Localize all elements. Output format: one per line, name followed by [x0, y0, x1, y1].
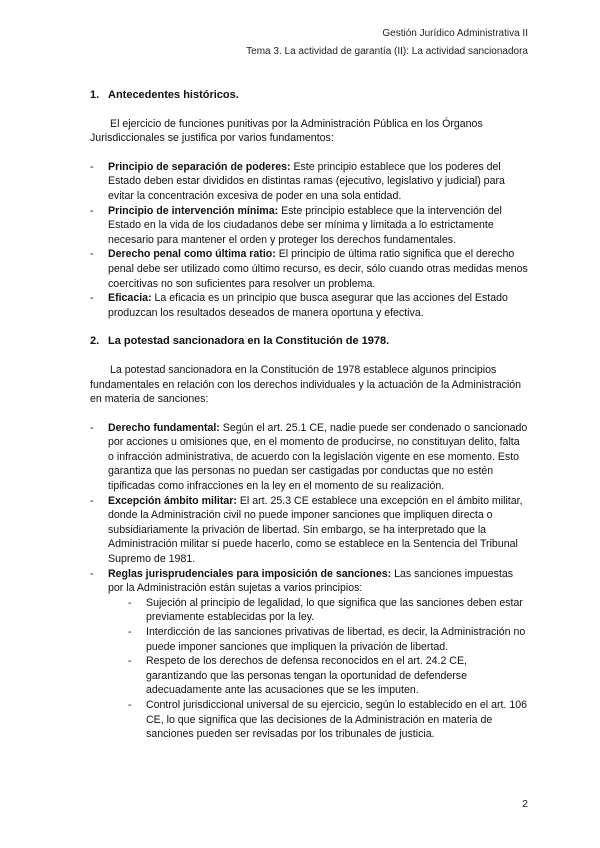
list-item: - Principio de intervención mínima: Este principio establece que la intervención del Estado en la vida de los ciudadanos debe ser mínima y limitada a lo estrictamente necesario para mantener el orden y proteger los derechos fundamentales. — [90, 204, 502, 246]
section-2-heading — [90, 334, 528, 349]
sub-list-item: - Control jurisdiccional universal de su ejercicio, según lo establecido en el art. 106 CE, lo que significa que las decisiones de la Administración en materia de sanciones pueden ser revisadas por los tribunales de justicia. — [128, 698, 527, 741]
section-1-list — [90, 160, 528, 321]
list-item: - Excepción ámbito militar: El art. 25.3 CE establece una excepción en el ámbito militar, donde la Administración civil no puede imponer sanciones que impliquen directa o subsidiariamente la privación de libertad. Sin embargo, se ha interpretado que la Administración militar sí puede hacerlo, como se establece en la Sentencia del Tribunal Supremo de 1981. — [90, 494, 523, 566]
sub-list-item: - Sujeción al principio de legalidad, lo que significa que las sanciones deben estar previamente establecidas por la ley. — [128, 596, 523, 624]
section-2-intro: La potestad sancionadora en la Constitución de 1978 establece algunos principios fundamentales en relación con los derechos individuales y la actuación de la Administración en materia de sanciones: — [90, 363, 522, 406]
list-item: - Reglas jurisprudenciales para imposición de sanciones: Las sanciones impuestas por la Administración están sujetas a varios principios: - Sujeción al principio de legalidad, lo que significa que las sanciones deben estar previamente establecidas por la ley. - Interdicción de las sanciones privativas de libertad, es decir, la Administración no puede imponer sanciones que impliquen la privación de libertad. - Respeto de los derechos de defensa reconocidos en el art. 24.2 CE, garantizando que las personas tengan la oportunidad de defenderse adecuadamente ante las acusaciones que se les imputen. - Control jurisdiccional universal de su ejercicio, según lo establecido en el art. 106 CE, lo que significa que las decisiones de la Administración en materia de sanciones pueden ser revisadas por los tribunales de justicia. — [90, 567, 527, 741]
list-item: - Derecho fundamental: Según el art. 25.1 CE, nadie puede ser condenado o sancionado por acciones u omisiones que, en el momento de producirse, no constituyan delito, falta o infracción administrativa, de acuerdo con la legislación vigente en ese momento. Esto garantiza que las personas no puedan ser castigadas por conductas que no estén tipificadas como infracciones en la ley en el momento de su realización. — [90, 421, 528, 493]
section-number: 2. — [90, 335, 100, 348]
header-subject: Gestión Jurídico Administrativa II — [382, 28, 528, 39]
list-item: - Principio de separación de poderes: Este principio establece que los poderes del Estado deben estar divididos en distintas ramas (ejecutivo, legislativo y judicial) para evitar la concentración excesiva de poder en una sola entidad. — [90, 160, 505, 202]
section-1-heading — [90, 88, 528, 103]
sub-list-item: - Interdicción de las sanciones privativas de libertad, es decir, la Administración no puede imponer sanciones que impliquen la privación de libertad. — [128, 626, 526, 653]
sub-list-item: - Respeto de los derechos de defensa reconocidos en el art. 24.2 CE, garantizando que las personas tengan la oportunidad de defenderse adecuadamente ante las acusaciones que se les imputen. — [128, 655, 467, 697]
list-item: - Derecho penal como última ratio: El principio de última ratio significa que el derecho penal debe ser utilizado como último recurso, es decir, sólo cuando otras medidas menos coercitivas no son suficientes para resolver un problema. — [90, 248, 528, 290]
section-number: 1. — [90, 89, 100, 101]
list-item: - Eficacia: La eficacia es un principio que busca asegurar que las acciones del Estado produzcan los resultados deseados de manera oportuna y efectiva. — [90, 292, 508, 319]
document-body — [90, 88, 528, 742]
header-topic: Tema 3. La actividad de garantía (II): La actividad sancionadora — [246, 46, 528, 57]
sub-list — [128, 596, 528, 742]
section-1-intro: El ejercicio de funciones punitivas por la Administración Pública en los Órganos Jurisdiccionales se justifica por varios fundamentos: — [90, 117, 483, 145]
section-2-list — [90, 421, 528, 742]
section-title: Antecedentes históricos. — [108, 89, 239, 101]
section-title: La potestad sancionadora en la Constitución de 1978. — [108, 335, 390, 348]
page-number: 2 — [522, 798, 528, 810]
